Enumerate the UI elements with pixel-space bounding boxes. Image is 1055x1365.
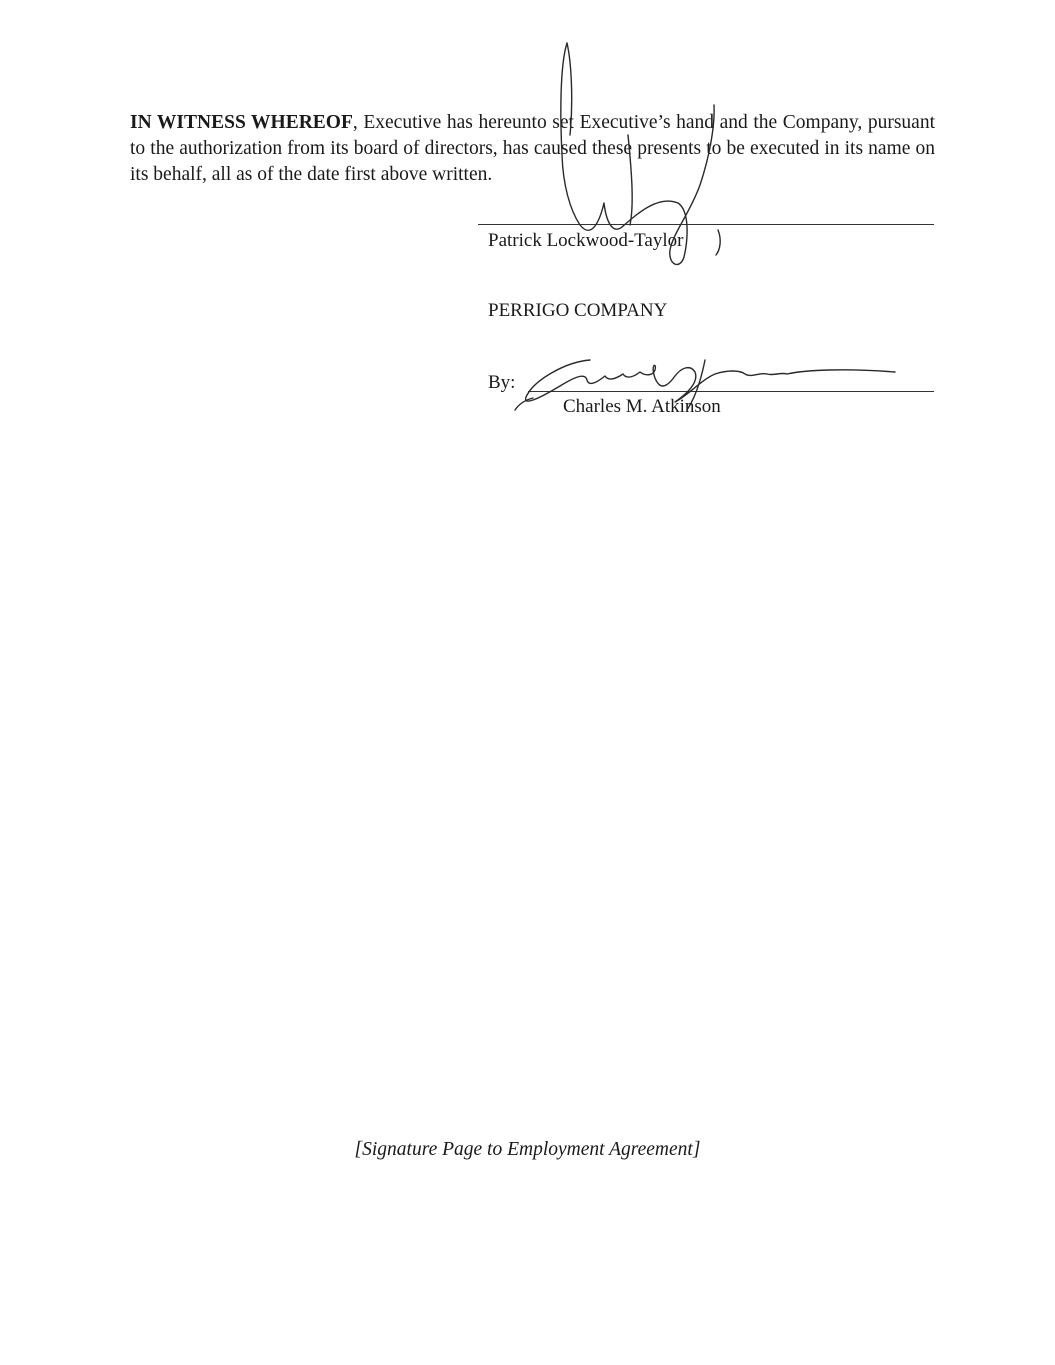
footer-caption: [Signature Page to Employment Agreement]: [354, 1139, 701, 1160]
witness-lead: IN WITNESS WHEREOF: [130, 112, 353, 133]
company-name: PERRIGO COMPANY: [488, 300, 668, 321]
executive-name: Patrick Lockwood-Taylor: [488, 230, 684, 251]
executive-signature-line: [478, 224, 934, 225]
by-label: By:: [488, 372, 516, 393]
company-signature-line: [528, 391, 934, 392]
witness-paragraph: [130, 110, 935, 188]
company-signatory-name: Charles M. Atkinson: [563, 396, 721, 417]
witness-body: , Executive has hereunto set Executive’s hand and the Company, pursuant to the authorization from its board of directors, has caused these presents to be executed in its name on its behalf, all as of the date first above written.: [130, 112, 935, 185]
